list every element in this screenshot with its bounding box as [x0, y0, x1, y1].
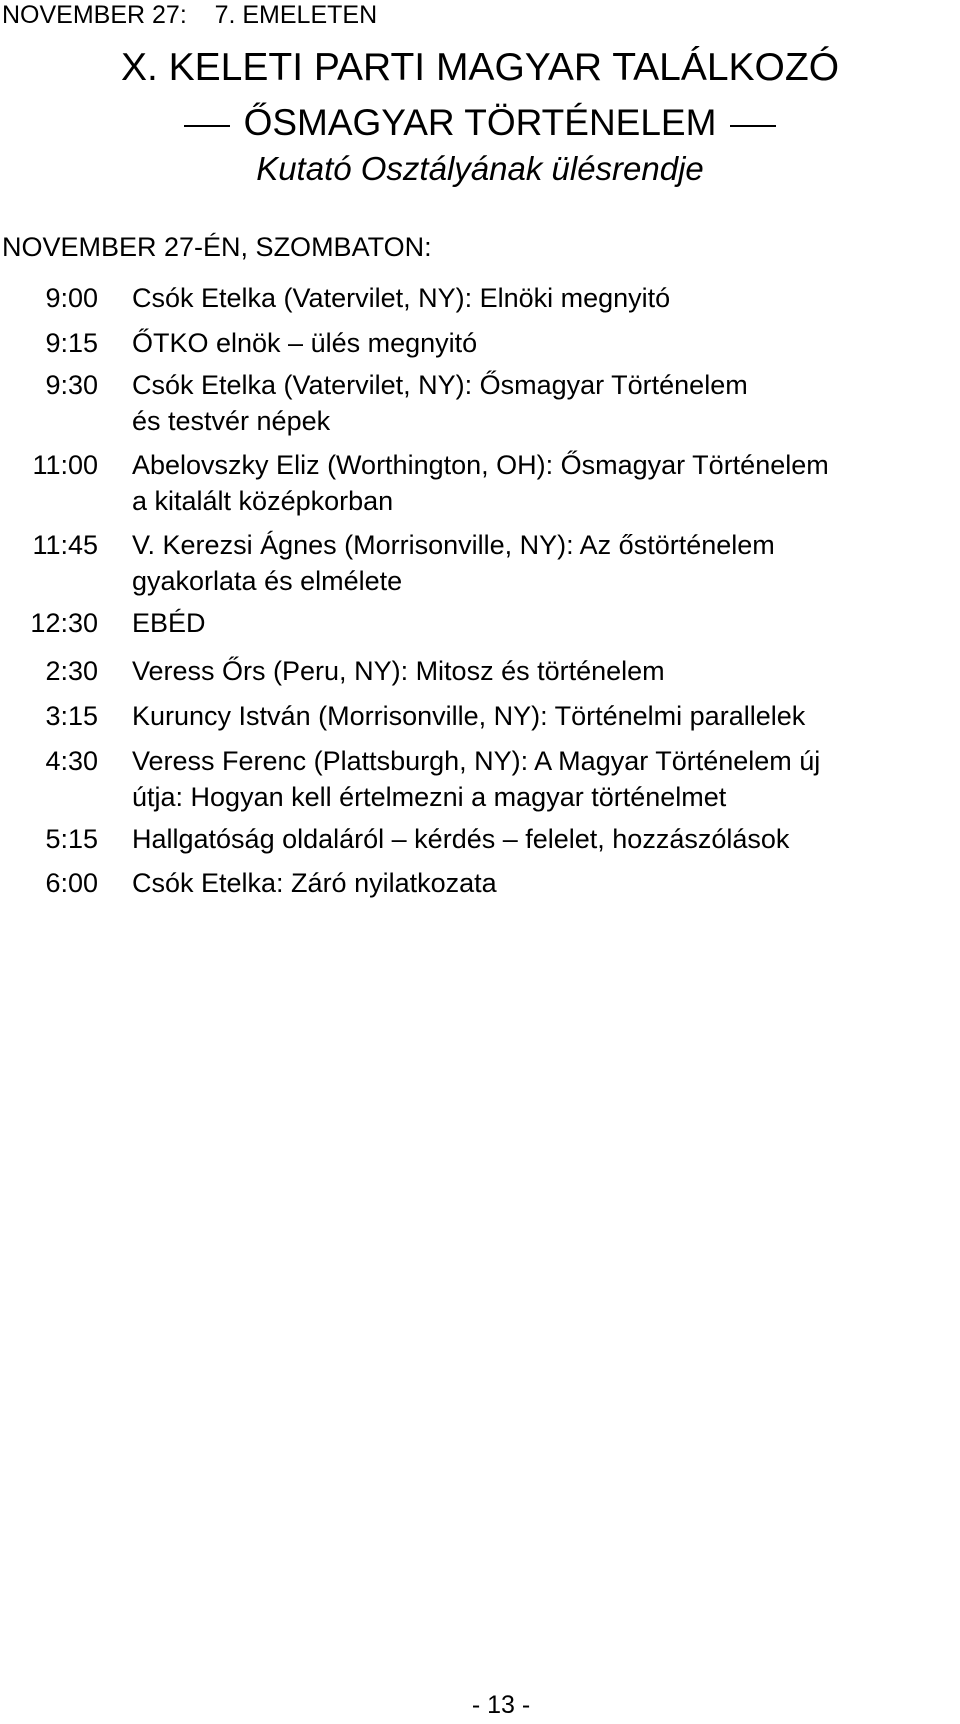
right-dash: [730, 125, 776, 127]
schedule-time: 11:00: [32, 450, 98, 480]
schedule-description: V. Kerezsi Ágnes (Morrisonville, NY): Az őstörténelem gyakorlata és elmélete: [132, 530, 775, 596]
schedule-description: Csók Etelka: Záró nyilatkozata: [132, 868, 497, 898]
schedule-time: 9:00: [45, 283, 98, 313]
schedule-time: 4:30: [45, 746, 98, 776]
schedule-time: 11:45: [32, 530, 98, 560]
schedule-description: EBÉD: [132, 608, 206, 638]
schedule-description: Veress Őrs (Peru, NY): Mitosz és történelem: [132, 656, 665, 686]
left-dash: [184, 125, 230, 127]
page-title: X. KELETI PARTI MAGYAR TALÁLKOZÓ: [120, 46, 840, 89]
subtitle-text: ŐSMAGYAR TÖRTÉNELEM: [243, 102, 717, 143]
schedule-description: Csók Etelka (Vatervilet, NY): Ősmagyar Történelem és testvér népek: [132, 370, 748, 436]
day-heading: NOVEMBER 27-ÉN, SZOMBATON:: [2, 232, 432, 262]
schedule-time: 5:15: [45, 824, 98, 854]
header-date: NOVEMBER 27:: [2, 1, 187, 29]
section-description: Kutató Osztályának ülésrendje: [256, 150, 704, 187]
schedule-time: 2:30: [45, 656, 98, 686]
schedule-description: Abelovszky Eliz (Worthington, OH): Ősmagyar Történelem a kitalált középkorban: [132, 450, 829, 516]
section-subtitle: [0, 100, 960, 146]
schedule-description: Veress Ferenc (Plattsburgh, NY): A Magyar Történelem új útja: Hogyan kell értelmezni a magyar történelmet: [132, 746, 821, 812]
schedule-time: 9:15: [45, 328, 98, 358]
page-header: [2, 0, 377, 30]
schedule-time: 9:30: [45, 370, 98, 400]
schedule-time: 12:30: [30, 608, 98, 638]
schedule-time: 6:00: [45, 868, 98, 898]
header-floor: 7. EMELETEN: [214, 1, 378, 29]
schedule-description: Csók Etelka (Vatervilet, NY): Elnöki megnyitó: [132, 283, 671, 313]
schedule-description: ŐTKO elnök – ülés megnyitó: [132, 328, 478, 358]
schedule-time: 3:15: [45, 701, 98, 731]
schedule-description: Kuruncy István (Morrisonville, NY): Történelmi parallelek: [132, 701, 806, 731]
schedule-description: Hallgatóság oldaláról – kérdés – felelet, hozzászólások: [132, 824, 790, 854]
page-number-text: - 13 -: [471, 1691, 531, 1719]
